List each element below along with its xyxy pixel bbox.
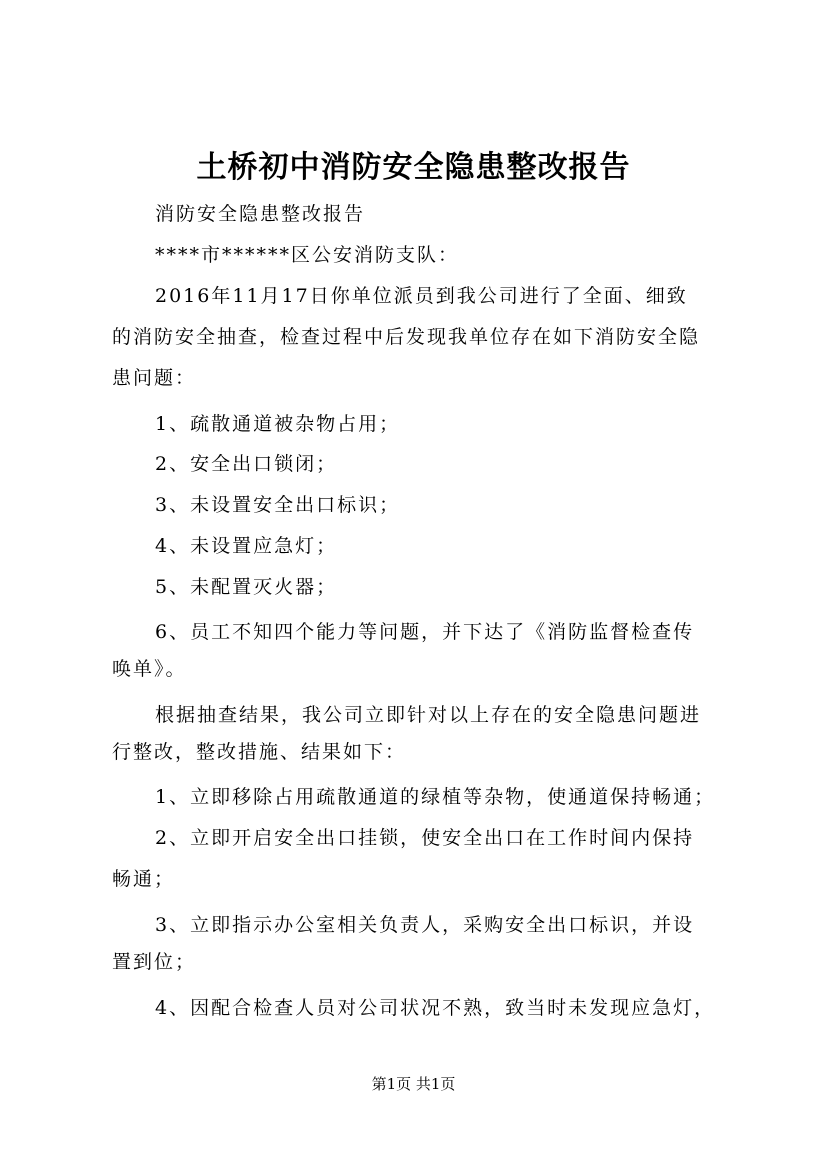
list-item: 1、立即移除占用疏散通道的绿植等杂物，使通道保持畅通； — [155, 786, 716, 808]
list-item-continuation: 置到位； — [112, 951, 197, 973]
paragraph-line: 的消防安全抽查，检查过程中后发现我单位存在如下消防安全隐 — [112, 326, 701, 348]
paragraph-line: 根据抽查结果，我公司立即针对以上存在的安全隐患问题进 — [155, 704, 702, 726]
page-footer: 第1页 共1页 — [371, 1075, 456, 1093]
list-item: 4、因配合检查人员对公司状况不熟，致当时未发现应急灯， — [155, 997, 716, 1019]
paragraph-line: 患问题： — [112, 367, 197, 389]
paragraph-line: 行整改，整改措施、结果如下： — [112, 741, 407, 763]
document-title: 土桥初中消防安全隐患整改报告 — [196, 150, 631, 185]
list-item: 3、未设置安全出口标识； — [155, 494, 401, 516]
paragraph-line: 2016年11月17日你单位派员到我公司进行了全面、细致 — [155, 285, 688, 307]
list-item-continuation: 唤单》。 — [112, 658, 187, 680]
list-item: 1、疏散通道被杂物占用； — [155, 413, 401, 435]
list-item-continuation: 畅通； — [112, 868, 176, 890]
subtitle-line: 消防安全隐患整改报告 — [155, 203, 366, 225]
addressee-line: ****市******区公安消防支队： — [155, 244, 460, 266]
list-item: 3、立即指示办公室相关负责人，采购安全出口标识，并设 — [155, 914, 695, 936]
list-item: 6、员工不知四个能力等问题，并下达了《消防监督检查传 — [155, 621, 695, 643]
list-item: 2、立即开启安全出口挂锁，使安全出口在工作时间内保持 — [155, 827, 695, 849]
list-item: 2、安全出口锁闭； — [155, 453, 338, 475]
list-item: 5、未配置灭火器； — [155, 576, 338, 598]
list-item: 4、未设置应急灯； — [155, 535, 338, 557]
